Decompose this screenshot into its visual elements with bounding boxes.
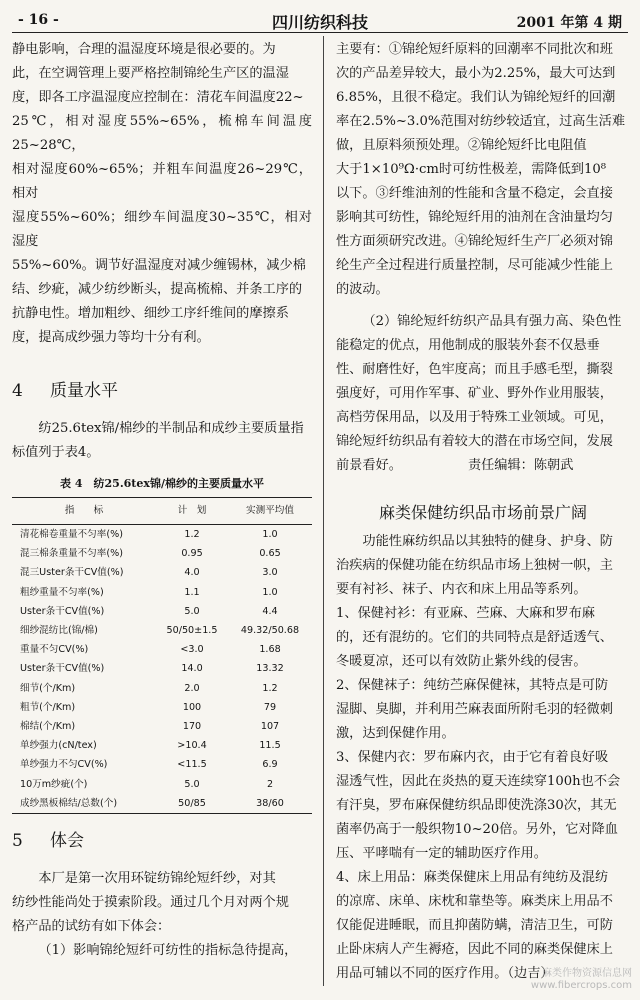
measured-cell: 107 (260, 721, 280, 733)
text-line: 要有衬衫、袜子、内衣和床上用品等系列。 (336, 582, 587, 597)
plan-cell: 1.1 (184, 586, 200, 598)
plan-cell: 50/50±1.5 (166, 625, 218, 637)
plan-cell: 14.0 (181, 663, 203, 675)
measured-cell: 38/60 (228, 794, 312, 814)
table-row (12, 794, 312, 814)
journal-title: 四川纺织科技 (271, 13, 368, 32)
text-line: 影响其可纺性，锦纶短纤用的油剂在含油量均匀 (336, 210, 613, 225)
plan-cell: 100 (182, 701, 202, 713)
indicator-cell: 清花棉卷重量不匀率(%) (20, 529, 123, 540)
text-line: 功能性麻纺织品以其独特的健身、护身、防 (362, 534, 613, 549)
intro-paragraph (12, 38, 312, 350)
section-title: 质量水平 (50, 381, 118, 401)
plan-cell: 4.0 (184, 567, 200, 579)
paragraph-2 (336, 310, 630, 478)
table-row (12, 659, 312, 678)
text-line: 菌率仍高于一般织物10~20倍。另外，它对降血 (336, 822, 618, 837)
table-row (12, 544, 312, 563)
measured-cell: 3.0 (262, 567, 278, 579)
section-title: 体会 (50, 831, 84, 852)
measured-cell: 4.4 (262, 605, 278, 617)
indicator-cell: Uster条干CV值(%) (20, 605, 105, 617)
issue-label: 2001 年第 4 期 (516, 15, 622, 31)
indicator-cell: Uster条干CV值(%) (20, 663, 105, 675)
plan-cell: <3.0 (180, 644, 204, 656)
text-line: 相对湿度60%~65%；并粗车间温度26~29℃，相对 (12, 162, 312, 201)
left-column (12, 38, 312, 963)
plan-cell: 5.0 (184, 605, 200, 617)
table-row (12, 640, 312, 659)
text-line: 压、平哮喘有一定的辅助医疗作用。 (336, 846, 547, 861)
indicator-cell: 粗节(个/Km) (20, 701, 76, 713)
text-line: 冬暖夏凉，还可以有效防止紫外线的侵害。 (336, 654, 587, 669)
column-divider (323, 36, 324, 986)
table-row (12, 621, 312, 640)
indicator-cell: 混三棉条重量不匀率(%) (20, 548, 123, 560)
text-line: 本厂是第一次用环锭纺锦纶短纤纱，对其 (38, 871, 276, 887)
right-column (336, 38, 630, 986)
plan-cell: 170 (182, 721, 202, 733)
watermark-url: www.fibercrops.com (530, 980, 632, 991)
text-line: 湿度55%~60%；细纱车间温度30~35℃，相对湿度 (12, 210, 312, 249)
table-header: 实测平均值 (228, 498, 312, 525)
text-line: 用品可辅以不同的医疗作用。（边吉） (336, 966, 554, 981)
text-line: 标值列于表4。 (12, 445, 100, 460)
text-line: 做，且原料须预处理。②锦纶短纤比电阻值 (336, 138, 587, 153)
text-line: 格产品的试纺有如下体会： (12, 919, 171, 935)
measured-cell: 49.32/50.68 (240, 625, 300, 637)
text-line: 高档劳保用品，以及用于特殊工业领域。可见， (336, 410, 613, 425)
section-5-heading (12, 826, 312, 851)
text-line: 抗静电性。增加粗纱、细纱工序纤维间的摩擦系 (12, 306, 289, 321)
indicator-cell: 10万m纱疵(个) (20, 778, 88, 790)
table-body (12, 525, 312, 814)
table-row (12, 698, 312, 717)
measured-cell: 79 (263, 701, 277, 713)
text-line: 4、床上用品：麻类保健床上用品有纯纺及混纺 (336, 870, 609, 885)
text-line: 治疾病的保健功能在纺织品市场上独树一帜，主 (336, 558, 613, 573)
table-caption: 表 4 纺25.6tex锦/棉纱的主要质量水平 (60, 477, 264, 490)
measured-cell: 1.0 (262, 529, 278, 540)
measured-cell: 11.5 (259, 740, 281, 752)
plan-cell: 1.2 (184, 529, 200, 540)
text-line: 6.85%，且很不稳定。我们认为锦纶短纤的回潮 (336, 90, 616, 105)
text-line: 2、保健袜子：纯纺苎麻保健袜，其特点是可防 (336, 678, 609, 693)
text-line: 结、纱疵，减少纺纱断头，提高梳棉、并条工序的 (12, 282, 303, 297)
table-row (12, 679, 312, 698)
quality-table (12, 497, 312, 814)
text-line: 纶生产全过程进行质量控制，尽可能减少性能上 (336, 258, 613, 273)
table-row (12, 775, 312, 794)
text-line: 的，还有混纺的。它们的共同特点是舒适透气、 (336, 630, 613, 645)
article-body (336, 530, 630, 986)
measured-cell: 13.32 (256, 663, 284, 675)
measured-cell: 1.2 (262, 682, 278, 694)
table-header: 计 划 (156, 498, 228, 525)
measured-cell: 1.68 (259, 644, 281, 656)
text-line: （1）影响锦纶短纤可纺性的指标急待提高， (38, 943, 298, 959)
table-row (12, 755, 312, 774)
measured-cell: 1.0 (262, 586, 278, 598)
indicator-cell: 成纱黑板棉结/总数(个) (12, 794, 156, 814)
indicator-cell: 细节(个/Km) (20, 682, 76, 694)
text-line: 的凉席、床单、床枕和靠垫等。麻类床上用品不 (336, 894, 613, 909)
plan-cell: 0.95 (181, 548, 203, 560)
text-line: 主要有：①锦纶短纤原料的回潮率不同批次和班 (336, 42, 613, 57)
indicator-cell: 粗纱重量不匀率(%) (20, 586, 104, 598)
text-line: 仅能促进睡眠，而且抑菌防螨，清洁卫生，可防 (336, 918, 613, 933)
section-number: 5 (12, 831, 23, 852)
measured-cell: 6.9 (262, 759, 278, 771)
continuation-paragraph (336, 38, 630, 302)
text-line: 有汗臭，罗布麻保健纺织品即使洗涤30次，其无 (336, 798, 617, 813)
text-line: 纺纱性能尚处于摸索阶段。通过几个月对两个规 (12, 895, 289, 911)
section-5-paragraph (12, 867, 312, 963)
text-line: 强度好，可用作军事、矿业、野外作业用服装， (336, 386, 613, 401)
article-title: 麻类保健纺织品市场前景广阔 (378, 503, 587, 522)
page-number: - 16 - (18, 12, 59, 28)
indicator-cell: 棉结(个/Km) (20, 721, 76, 733)
text-line: 的波动。 (336, 282, 389, 297)
text-line: 1、保健衬衫：有亚麻、苎麻、大麻和罗布麻 (336, 606, 595, 621)
plan-cell: <11.5 (177, 759, 207, 771)
text-line: 度，提高成纱强力等均十分有利。 (12, 330, 210, 345)
text-line: 锦纶短纤纺织品有着较大的潜在市场空间，发展 (336, 434, 613, 449)
page-header (12, 6, 628, 33)
text-line: 湿透气性，因此在炎热的夏天连续穿100h也不会 (336, 774, 621, 789)
text-line: 率在2.5%~3.0%范围对纺纱较适宜，过高生活难 (336, 114, 626, 129)
table-row (12, 717, 312, 736)
table-row (12, 525, 312, 545)
editor-credit: 责任编辑：陈朝武 (467, 458, 574, 473)
text-line: 性、耐磨性好，色牢度高；而且手感毛型，撕裂 (336, 362, 613, 377)
table-row (12, 583, 312, 602)
table-row (12, 602, 312, 621)
text-line: 纺25.6tex锦/棉纱的半制品和成纱主要质量指 (38, 421, 304, 436)
text-line: 25℃，相对湿度55%~65%，梳棉车间温度25~28℃， (12, 114, 312, 153)
text-line: 3、保健内衣：罗布麻内衣，由于它有着良好吸 (336, 750, 609, 765)
text-span: 前景看好。 (336, 458, 402, 473)
indicator-cell: 细纱混纺比(锦/棉) (20, 625, 98, 637)
text-line: 55%~60%。调节好温湿度对减少缠锡林，减少棉 (12, 258, 306, 273)
text-line: 性方面须研究改进。④锦纶短纤生产厂必须对锦 (336, 234, 613, 249)
section-number: 4 (12, 381, 23, 401)
table-row (12, 736, 312, 755)
text-line: 以下。③纤维油剂的性能和含量不稳定，会直接 (336, 186, 613, 201)
text-line: 湿脚、臭脚，并利用苎麻表面所附毛羽的轻微刺 (336, 702, 613, 717)
text-line: 次的产品差异较大，最小为2.25%，最大可达到 (336, 66, 616, 81)
measured-cell: 2 (266, 778, 274, 790)
plan-cell: 50/85 (156, 794, 228, 814)
section-4-paragraph (12, 417, 312, 465)
indicator-cell: 混三Uster条干CV值(%) (20, 567, 124, 579)
watermark (531, 968, 632, 992)
indicator-cell: 单纱强力不匀CV(%) (20, 759, 108, 771)
text-line: 止卧床病人产生褥疮，因此不同的麻类保健床上 (336, 942, 613, 957)
table-row (12, 563, 312, 582)
indicator-cell: 单纱强力(cN/tex) (20, 740, 97, 752)
indicator-cell: 重量不匀CV(%) (20, 644, 89, 656)
plan-cell: >10.4 (177, 740, 207, 752)
text-line: （2）锦纶短纤纺织产品具有强力高、染色性 (362, 314, 622, 329)
watermark-text: 麻类作物资源信息网 (542, 968, 632, 979)
table-header: 指 标 (12, 498, 156, 525)
measured-cell: 0.65 (259, 548, 281, 560)
plan-cell: 5.0 (184, 778, 200, 790)
text-line: 能稳定的优点，用他制成的服装外套不仅悬垂 (336, 338, 600, 353)
text-line (336, 454, 630, 478)
plan-cell: 2.0 (184, 682, 200, 694)
text-line: 激，达到保健作用。 (336, 726, 455, 741)
section-4-heading (12, 376, 312, 401)
text-line: 大于1×10⁹Ω·cm时可纺性极差，需降低到10⁸ (336, 162, 607, 177)
text-line: 静电影响，合理的温湿度环境是很必要的。为 (12, 42, 276, 57)
text-line: 此，在空调管理上要严格控制锦纶生产区的温湿 (12, 66, 289, 81)
text-line: 度，即各工序温湿度应控制在：清花车间温度22~ (12, 90, 304, 105)
